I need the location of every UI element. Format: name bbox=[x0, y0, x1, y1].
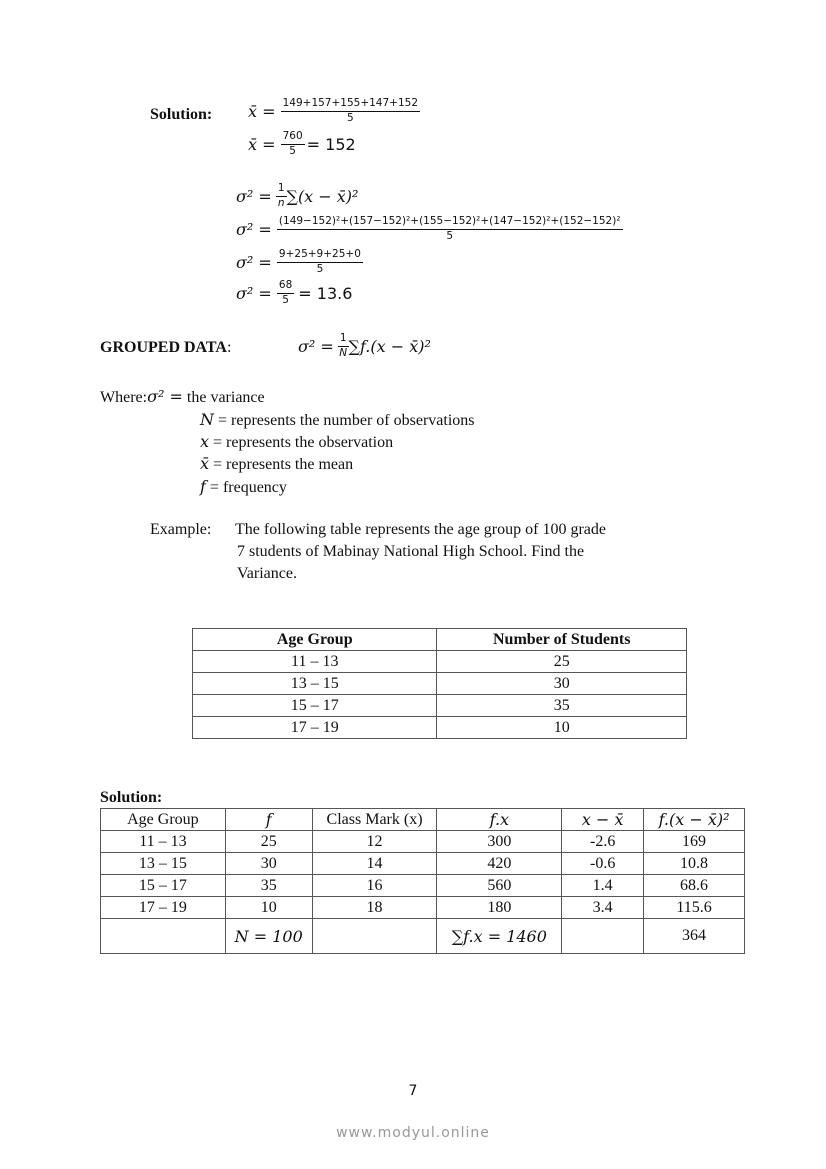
variance-step-1-numerator: (149−152)²+(157−152)²+(155−152)²+(147−152)²+(152−152)² bbox=[277, 216, 623, 230]
table-header-row bbox=[193, 629, 687, 651]
mean2-numerator: 760 bbox=[281, 131, 305, 145]
grouped-variance-formula: σ² = $\frac{1}{N}$ ∑f.(x − x̄)² bbox=[298, 332, 431, 359]
table-row: 15 – 17 35 bbox=[193, 695, 687, 717]
solution-table-label: Solution: bbox=[100, 789, 163, 806]
example-line-3: Variance. bbox=[237, 565, 297, 582]
table-row: 15 – 17 35 16 560 1.4 68.6 bbox=[101, 875, 745, 897]
solution-table bbox=[100, 808, 745, 954]
mean-result: = 152 bbox=[306, 134, 356, 154]
mean-equation-1: x̄ = $\frac{149+157+155+147+152}{5}$ bbox=[248, 97, 419, 124]
header-fx: f.x bbox=[437, 809, 562, 831]
table-row: 13 – 15 30 bbox=[193, 673, 687, 695]
page-number: 7 bbox=[408, 1083, 418, 1099]
variance-result: = 13.6 bbox=[298, 283, 353, 303]
example-line-2: 7 students of Mabinay National High School. Find the bbox=[237, 543, 585, 560]
grouped-data-heading: GROUPED DATA: bbox=[100, 339, 232, 356]
total-fx: ∑f.x = 1460 bbox=[437, 919, 562, 954]
header-class-mark: Class Mark (x) bbox=[312, 809, 437, 831]
where-item-n: N = represents the number of observations bbox=[200, 410, 475, 429]
where-line: Where:σ² = the variance bbox=[100, 387, 265, 406]
mean-numerator: 149+157+155+147+152 bbox=[281, 98, 420, 112]
totals-row bbox=[101, 919, 745, 954]
watermark: www.modyul.online bbox=[336, 1125, 490, 1141]
age-group-table bbox=[192, 628, 687, 739]
variance-step-2: σ² = $\frac{9+25+9+25+0}{5}$ bbox=[236, 248, 361, 275]
mean2-denominator: 5 bbox=[289, 144, 296, 157]
header-frequency: f bbox=[225, 809, 312, 831]
mean-denominator: 5 bbox=[346, 111, 354, 124]
header-f-squared-deviation: f.(x − x̄)² bbox=[644, 809, 745, 831]
variance-formula: σ² = $\frac{1}{n}$ ∑(x − x̄)² bbox=[236, 182, 359, 209]
total-f-squared-deviation: 364 bbox=[644, 919, 745, 954]
header-deviation: x − x̄ bbox=[562, 809, 644, 831]
variance-step-3: σ² = $\frac{68}{5}$ = 13.6 bbox=[236, 279, 353, 306]
solution-header-row bbox=[101, 809, 745, 831]
where-item-mean: x̄ = represents the mean bbox=[200, 454, 354, 473]
header-age-group: Age Group bbox=[193, 629, 437, 651]
header-number-of-students: Number of Students bbox=[437, 629, 687, 651]
variance-step-1: σ² = $\frac{\text{(149−152)²+(157−152)²+(155−152)²+(147−152)²+(152−152)²}}{5}$ bbox=[236, 215, 621, 242]
table-row: 11 – 13 25 bbox=[193, 651, 687, 673]
where-item-x: x = represents the observation bbox=[200, 432, 394, 451]
header-age-group: Age Group bbox=[101, 809, 226, 831]
total-n: N = 100 bbox=[225, 919, 312, 954]
table-row: 11 – 13 25 12 300 -2.6 169 bbox=[101, 831, 745, 853]
table-row: 17 – 19 10 18 180 3.4 115.6 bbox=[101, 897, 745, 919]
example-label: Example: bbox=[150, 521, 212, 538]
example-line-1: The following table represents the age group of 100 grade bbox=[235, 521, 606, 538]
where-item-f: f = frequency bbox=[200, 477, 287, 496]
sample-solution-label: Solution: bbox=[150, 106, 213, 123]
table-row: 13 – 15 30 14 420 -0.6 10.8 bbox=[101, 853, 745, 875]
mean-equation-2: x̄ = $\frac{760}{5}$ = 152 bbox=[248, 130, 356, 157]
table-row: 17 – 19 10 bbox=[193, 717, 687, 739]
